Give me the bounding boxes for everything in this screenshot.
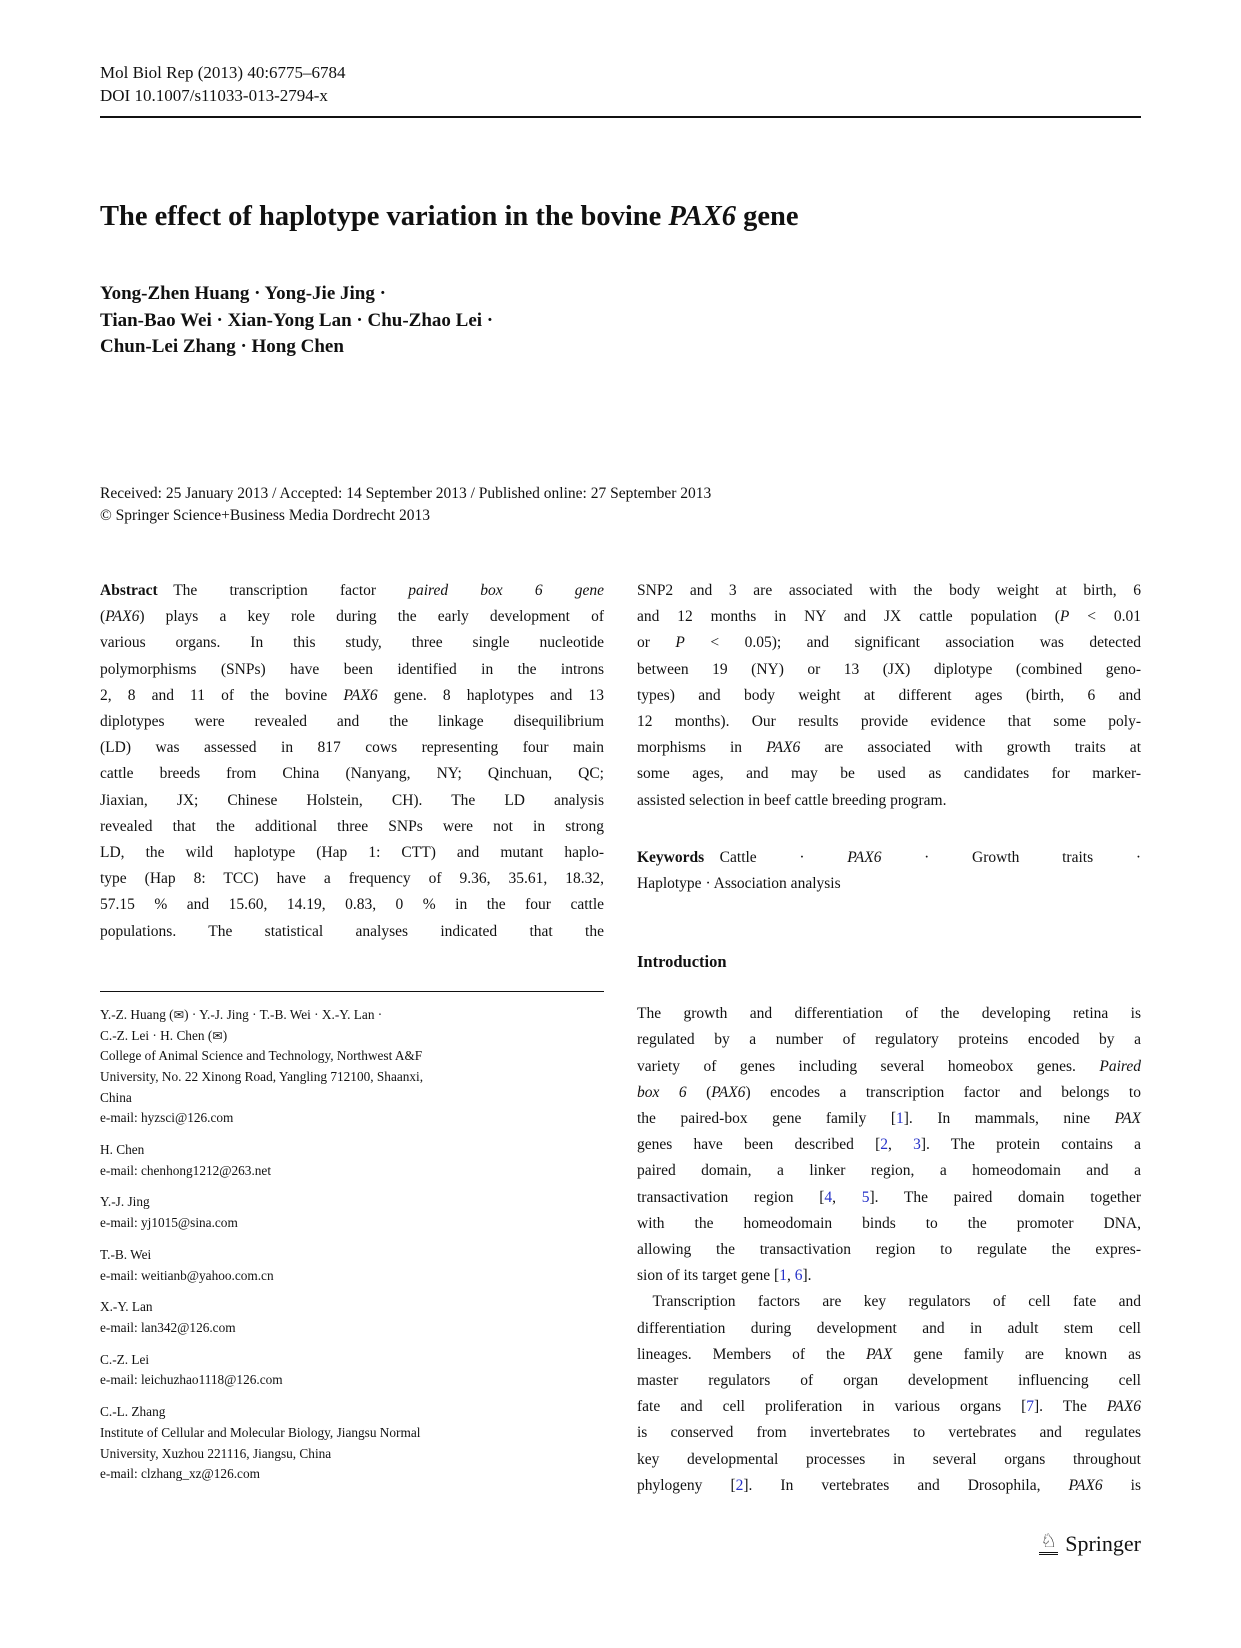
text-segment: genes have been described [ <box>637 1136 881 1154</box>
citation-link[interactable]: 1 <box>779 1267 787 1285</box>
text-segment: ( <box>100 608 106 626</box>
text-line <box>100 1108 604 1129</box>
text-line <box>100 1370 604 1391</box>
text-segment: transactivation region [ <box>637 1188 825 1206</box>
citation-link[interactable]: 7 <box>1026 1398 1035 1416</box>
text-segment: ) · Y.-J. Jing · T.-B. Wei · X.-Y. Lan · <box>184 1006 383 1022</box>
text-segment: gene <box>735 201 799 232</box>
citation-link[interactable]: 5 <box>861 1188 870 1206</box>
text-segment: cattle breeds from China (Nanyang, NY; Qinchuan, QC; <box>100 765 604 783</box>
journal-citation: Mol Biol Rep (2013) 40:6775–6784 <box>100 63 346 82</box>
text-line <box>100 1318 604 1339</box>
footnote-group <box>100 1140 604 1181</box>
paper-title <box>100 200 1141 234</box>
text-segment: box 6 <box>637 1083 687 1101</box>
text-segment: P <box>1059 608 1070 626</box>
text-segment: phylogeny [ <box>637 1476 736 1494</box>
text-line <box>637 788 1141 814</box>
text-segment: < 0.05); and significant association was detected <box>684 634 1141 652</box>
text-line <box>637 1054 1141 1080</box>
text-segment: types) and body weight at different ages (birth, 6 and <box>637 686 1141 704</box>
text-segment: PAX <box>865 1345 893 1363</box>
citation-link[interactable]: 6 <box>794 1267 803 1285</box>
text-segment: are associated with growth traits at <box>800 739 1141 757</box>
text-segment: H. Chen <box>100 1142 145 1158</box>
text-line <box>100 1026 604 1047</box>
text-line <box>100 840 604 866</box>
text-line <box>637 1080 1141 1106</box>
text-segment: The transcription factor <box>157 582 409 599</box>
text-segment: populations. The statistical analyses indicated that the <box>100 922 604 940</box>
text-segment: the paired-box gene family [ <box>637 1110 897 1128</box>
text-line <box>637 1473 1141 1499</box>
text-segment: China <box>100 1089 132 1105</box>
footnote-group <box>100 1005 604 1129</box>
text-line <box>100 1088 604 1109</box>
envelope-icon: ✉ <box>173 1006 185 1022</box>
author-list <box>100 281 800 361</box>
text-line <box>637 1106 1141 1132</box>
text-segment: ]. <box>802 1267 812 1285</box>
text-line <box>637 761 1141 787</box>
text-segment: C.-L. Zhang <box>100 1404 166 1420</box>
header-rule <box>100 116 1141 118</box>
text-segment: , <box>887 1136 914 1154</box>
text-segment: e-mail: weitianb@yahoo.com.cn <box>100 1267 274 1283</box>
text-line <box>637 604 1141 630</box>
citation-link[interactable]: 2 <box>735 1476 744 1494</box>
journal-info <box>100 61 346 107</box>
text-segment: ) <box>222 1027 228 1043</box>
text-segment: Yong-Zhen Huang · Yong-Jie Jing · <box>100 283 386 304</box>
text-segment: Jiaxian, JX; Chinese Holstein, CH). The LD analysis <box>100 791 604 809</box>
text-line <box>637 1394 1141 1420</box>
text-segment: Keywords <box>637 848 705 866</box>
text-segment: Chun-Lei Zhang · Hong Chen <box>100 336 344 357</box>
text-segment: is conserved from invertebrates to vertebrates and regulates <box>637 1424 1141 1442</box>
text-segment: C.-Z. Lei · H. Chen ( <box>100 1027 213 1043</box>
text-segment: LD, the wild haplotype (Hap 1: CTT) and mutant haplo- <box>100 844 604 862</box>
text-line <box>637 1263 1141 1289</box>
abstract-continuation <box>637 578 1141 814</box>
text-line <box>100 1464 604 1485</box>
text-segment: gene family are known as <box>892 1345 1141 1363</box>
text-segment: gene. 8 haplotypes and 13 <box>377 686 604 704</box>
text-line <box>100 578 604 604</box>
text-line <box>100 1444 604 1465</box>
text-segment: e-mail: yj1015@sina.com <box>100 1215 238 1231</box>
text-segment: paired box 6 gene <box>408 582 604 599</box>
section-heading-introduction: Introduction <box>637 952 727 972</box>
text-segment: regulated by a number of regulatory proteins encoded by a <box>637 1031 1141 1049</box>
intro-paragraph-1 <box>637 1001 1141 1289</box>
text-segment: · Growth traits · <box>881 848 1141 866</box>
text-segment: PAX6 <box>668 201 736 232</box>
text-segment: , <box>786 1267 795 1285</box>
text-segment: PAX6 <box>343 686 378 704</box>
springer-knight-icon: ♘ <box>1039 1532 1058 1555</box>
footnote-group <box>100 1192 604 1233</box>
text-line <box>100 1005 604 1026</box>
text-line <box>637 1316 1141 1342</box>
text-line <box>637 845 1141 871</box>
text-segment: < 0.01 <box>1069 608 1141 626</box>
text-line <box>100 281 800 308</box>
text-segment: ) encodes a transcription factor and belongs to <box>745 1083 1141 1101</box>
envelope-icon: ✉ <box>212 1027 223 1043</box>
text-segment: Paired <box>1099 1057 1141 1075</box>
springer-brand-text: Springer <box>1065 1531 1141 1556</box>
text-segment: The effect of haplotype variation in the bovine <box>100 201 669 232</box>
text-line <box>100 1067 604 1088</box>
text-segment: and 12 months in NY and JX cattle population ( <box>637 608 1060 626</box>
text-segment: type (Hap 8: TCC) have a frequency of 9.36, 35.61, 18.32, <box>100 870 604 888</box>
text-segment: ]. The protein contains a <box>920 1136 1141 1154</box>
text-segment: P <box>675 634 685 652</box>
text-segment: SNP2 and 3 are associated with the body weight at birth, 6 <box>637 582 1141 599</box>
text-segment: The growth and differentiation of the developing retina is <box>637 1005 1141 1023</box>
footnote-group <box>100 1350 604 1391</box>
text-line <box>637 630 1141 656</box>
text-line <box>637 1447 1141 1473</box>
text-segment: e-mail: leichuzhao1118@126.com <box>100 1372 283 1388</box>
text-line <box>100 630 604 656</box>
text-line <box>100 1140 604 1161</box>
text-segment: ]. In vertebrates and Drosophila, <box>743 1476 1069 1494</box>
footnote-group <box>100 1297 604 1338</box>
text-segment: with the homeodomain binds to the promoter DNA, <box>637 1214 1141 1232</box>
text-segment: assisted selection in beef cattle breeding program. <box>637 791 947 809</box>
text-line <box>100 814 604 840</box>
text-segment: e-mail: chenhong1212@263.net <box>100 1162 272 1178</box>
citation-link[interactable]: 4 <box>824 1188 833 1206</box>
text-segment: © Springer Science+Business Media Dordrecht 2013 <box>100 507 431 524</box>
text-segment: polymorphisms (SNPs) have been identified in the introns <box>100 660 604 678</box>
text-line <box>637 657 1141 683</box>
text-segment: e-mail: clzhang_xz@126.com <box>100 1466 260 1482</box>
text-segment: ) plays a key role during the early development of <box>139 608 604 626</box>
text-line <box>637 871 1141 897</box>
text-segment: Transcription factors are key regulators of cell fate and <box>637 1293 1141 1311</box>
footnote-group <box>100 1245 604 1286</box>
text-line <box>637 1027 1141 1053</box>
text-segment: T.-B. Wei <box>100 1246 152 1262</box>
intro-paragraph-2 <box>637 1289 1141 1499</box>
text-segment: PAX6 <box>711 1083 746 1101</box>
text-segment: paired domain, a linker region, a homeodomain and a <box>637 1162 1141 1180</box>
text-line <box>100 1192 604 1213</box>
text-segment: e-mail: lan342@126.com <box>100 1319 236 1335</box>
text-line <box>100 1402 604 1423</box>
text-segment: ]. The <box>1034 1398 1107 1416</box>
right-column <box>637 566 1141 1499</box>
text-segment: revealed that the additional three SNPs were not in strong <box>100 817 604 835</box>
text-segment: or <box>637 634 676 652</box>
text-segment: some ages, and may be used as candidates for marker- <box>637 765 1141 783</box>
text-line <box>637 735 1141 761</box>
text-line <box>637 1420 1141 1446</box>
text-segment: Tian-Bao Wei · Xian-Yong Lan · Chu-Zhao Lei · <box>100 309 494 331</box>
text-segment: X.-Y. Lan <box>100 1299 153 1315</box>
text-line <box>637 683 1141 709</box>
correspondence-footnotes <box>100 1005 604 1485</box>
text-segment: Cattle · <box>704 848 848 866</box>
text-line <box>637 1342 1141 1368</box>
text-segment: ( <box>686 1083 712 1101</box>
text-line <box>637 578 1141 604</box>
text-segment: Institute of Cellular and Molecular Biology, Jiangsu Normal <box>100 1424 421 1440</box>
text-segment: Y.-J. Jing <box>100 1194 150 1210</box>
text-line <box>100 1161 604 1182</box>
text-line <box>100 1046 604 1067</box>
citation-link[interactable]: 3 <box>913 1136 921 1154</box>
text-line <box>100 604 604 630</box>
text-line <box>100 1297 604 1318</box>
text-segment: variety of genes including several homeobox genes. <box>637 1057 1100 1075</box>
text-segment: C.-Z. Lei <box>100 1351 150 1367</box>
keywords <box>637 845 1141 897</box>
text-line <box>637 1158 1141 1184</box>
text-line <box>100 919 604 945</box>
text-line <box>100 1266 604 1287</box>
text-segment: University, No. 22 Xinong Road, Yangling 712100, Shaanxi, <box>100 1068 424 1084</box>
text-line <box>100 866 604 892</box>
text-segment: 57.15 % and 15.60, 14.19, 0.83, 0 % in the four cattle <box>100 896 604 914</box>
text-line <box>637 1289 1141 1315</box>
text-line <box>100 1350 604 1371</box>
footnote-group <box>100 1402 604 1485</box>
springer-logo <box>1039 1532 1141 1555</box>
text-line <box>100 334 800 361</box>
text-segment: PAX6 <box>766 739 801 757</box>
text-segment: Y.-Z. Huang ( <box>100 1006 174 1022</box>
text-line <box>100 1213 604 1234</box>
text-segment: is <box>1102 1476 1141 1494</box>
citation-link[interactable]: 2 <box>880 1136 888 1154</box>
text-segment: e-mail: hyzsci@126.com <box>100 1110 234 1126</box>
text-segment: PAX6 <box>105 608 140 626</box>
text-line <box>100 1245 604 1266</box>
text-line <box>637 1237 1141 1263</box>
text-segment: PAX <box>1114 1110 1141 1128</box>
citation-link[interactable]: 1 <box>896 1110 904 1128</box>
footnote-separator <box>100 991 604 992</box>
two-column-body <box>100 566 1141 1499</box>
text-line <box>100 308 800 335</box>
text-segment: diplotypes were revealed and the linkage disequilibrium <box>100 713 604 731</box>
text-segment: (LD) was assessed in 817 cows representing four main <box>100 739 604 757</box>
text-line <box>100 483 1000 505</box>
text-segment: master regulators of organ development influencing cell <box>637 1372 1141 1390</box>
text-segment: between 19 (NY) or 13 (JX) diplotype (combined geno- <box>637 660 1141 678</box>
text-segment: PAX6 <box>847 848 882 866</box>
text-line <box>100 892 604 918</box>
text-segment: ]. The paired domain together <box>869 1188 1142 1206</box>
text-segment: fate and cell proliferation in various organs [ <box>637 1398 1027 1416</box>
text-line <box>100 1423 604 1444</box>
text-segment: differentiation during development and in adult stem cell <box>637 1319 1141 1337</box>
abstract-paragraph <box>100 578 604 945</box>
doi: DOI 10.1007/s11033-013-2794-x <box>100 86 328 105</box>
text-line <box>100 505 1000 527</box>
text-segment: various organs. In this study, three single nucleotide <box>100 634 604 652</box>
text-line <box>637 1001 1141 1027</box>
text-line <box>100 735 604 761</box>
left-column <box>100 566 604 1499</box>
text-segment: key developmental processes in several organs throughout <box>637 1450 1141 1468</box>
text-line <box>100 709 604 735</box>
text-segment: 2, 8 and 11 of the bovine <box>100 686 344 704</box>
text-segment: Abstract <box>100 582 158 599</box>
text-line <box>100 657 604 683</box>
text-line <box>637 1368 1141 1394</box>
text-segment: , <box>832 1188 862 1206</box>
text-segment: sion of its target gene [ <box>637 1267 780 1285</box>
text-segment: College of Animal Science and Technology, Northwest A&F <box>100 1048 423 1064</box>
text-line <box>637 709 1141 735</box>
text-segment: Received: 25 January 2013 / Accepted: 14 September 2013 / Published online: 27 September 2013 <box>100 485 712 502</box>
text-line <box>100 683 604 709</box>
text-segment: allowing the transactivation region to regulate the expres- <box>637 1241 1141 1259</box>
text-line <box>100 788 604 814</box>
text-segment: morphisms in <box>637 739 767 757</box>
text-segment: Haplotype · Association analysis <box>637 875 841 893</box>
text-line <box>637 1211 1141 1237</box>
text-line <box>637 1132 1141 1158</box>
text-segment: ]. In mammals, nine <box>903 1110 1115 1128</box>
text-segment: 12 months). Our results provide evidence that some poly- <box>637 713 1141 731</box>
text-segment: PAX6 <box>1106 1398 1142 1416</box>
text-segment: lineages. Members of the <box>637 1345 866 1363</box>
text-segment: University, Xuzhou 221116, Jiangsu, China <box>100 1445 332 1461</box>
text-segment: PAX6 <box>1068 1476 1103 1494</box>
text-line <box>100 761 604 787</box>
text-line <box>637 1185 1141 1211</box>
publication-dates <box>100 483 1000 527</box>
